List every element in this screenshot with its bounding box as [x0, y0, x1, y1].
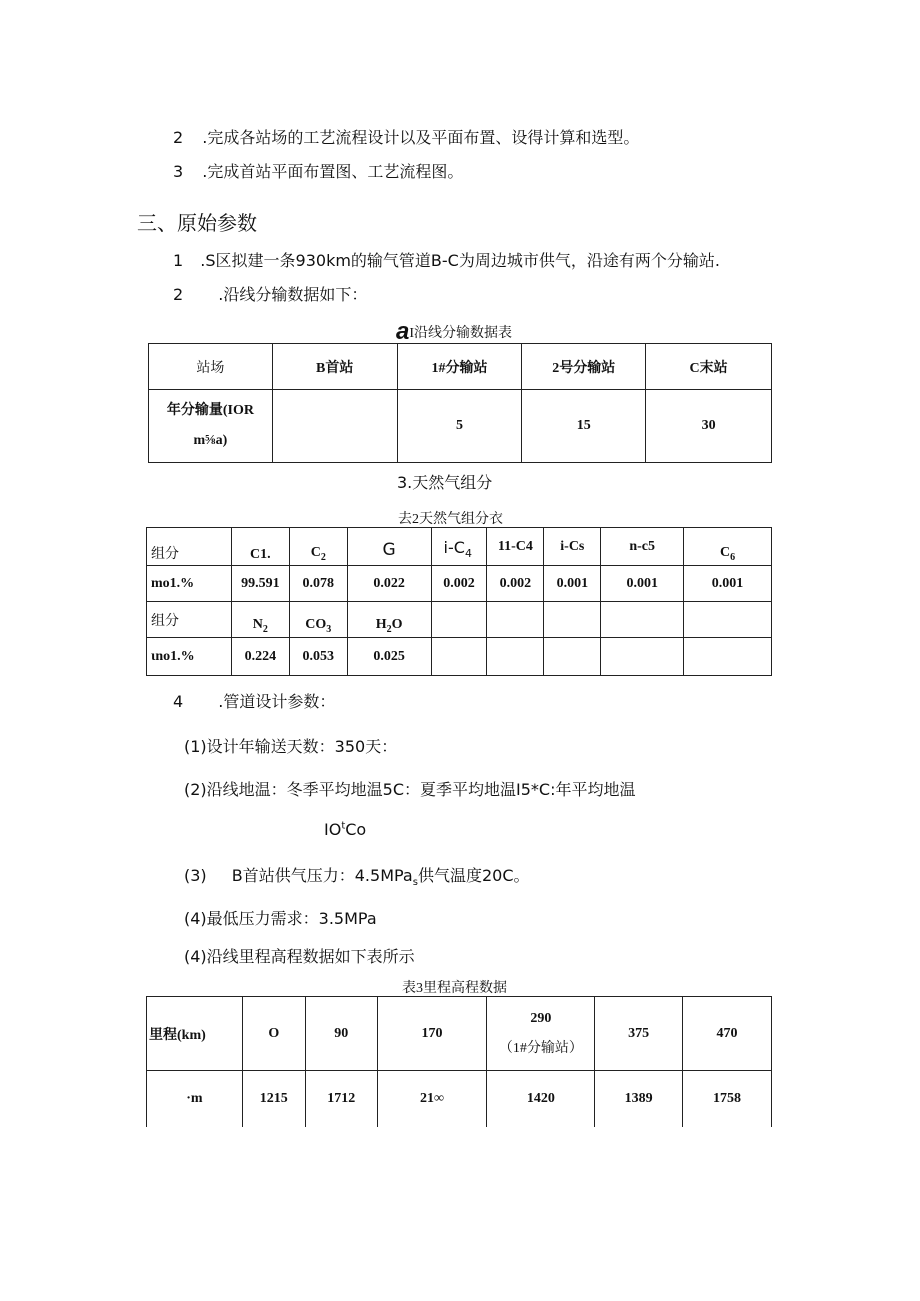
table-gas-composition [146, 527, 772, 676]
list-text: .完成各站场的工艺流程设计以及平面布置、设得计算和选型。 [202, 128, 640, 147]
item-tail: 供气温度20C。 [417, 866, 530, 885]
table-cell: 0.224 [231, 638, 289, 676]
empty-cell [601, 638, 684, 676]
empty-cell [544, 602, 601, 638]
table-row [147, 1071, 772, 1127]
table-cell: 90 [305, 997, 377, 1071]
value-sup: t [341, 820, 346, 832]
pipe-item-2: (2)沿线地温：冬季平均地温5C：夏季平均地温I5*C:年平均地温 [184, 780, 636, 799]
empty-cell [601, 602, 684, 638]
table-cell [684, 528, 772, 566]
caption-mark: a [396, 318, 410, 345]
formula-base: N [252, 617, 263, 633]
empty-cell [684, 638, 772, 676]
table-cell: 375 [595, 997, 683, 1071]
table-cell: 21∞ [377, 1071, 487, 1127]
paragraph-1 [173, 248, 720, 271]
table-cell: 0.002 [431, 566, 487, 602]
pipe-item-1: (1)设计年输送天数：350天： [184, 737, 398, 756]
table-cell: 0.002 [487, 566, 544, 602]
paragraph-number: 2 [173, 285, 184, 304]
pipe-item-3 [184, 863, 530, 888]
table-cell: i-Cs [544, 528, 601, 566]
header-cell: C末站 [646, 344, 772, 390]
value-tail: Co [345, 820, 367, 839]
header-cell: 1#分输站 [397, 344, 522, 390]
table-cell: 1389 [595, 1071, 683, 1127]
table-row [147, 602, 772, 638]
list-number: 3 [173, 162, 184, 181]
gas-heading: 3.天然气组分 [397, 473, 493, 492]
table-cell [289, 602, 347, 638]
table-cell: 11-C4 [487, 528, 544, 566]
formula-sub: 2 [320, 552, 326, 563]
row-label: 里程(km) [147, 997, 243, 1071]
formula-sub: 3 [326, 624, 332, 635]
empty-cell [431, 638, 487, 676]
cell-value: 290 [530, 1010, 552, 1026]
section-heading: 三、原始参数 [137, 213, 257, 235]
empty-cell [487, 638, 544, 676]
row-label: ιno1.% [147, 638, 232, 676]
table-cell: 99.591 [231, 566, 289, 602]
row-label-line1: 年分输量(IOR [166, 403, 254, 418]
pipe-item-4: (4)最低压力需求：3.5MPa [184, 909, 377, 928]
table-cell: O [242, 997, 305, 1071]
row-label: 组分 [147, 528, 232, 566]
empty-cell [684, 602, 772, 638]
table-cell: 1758 [683, 1071, 772, 1127]
table-row [147, 528, 772, 566]
formula-base: H [375, 617, 387, 633]
formula-base: C [719, 545, 731, 561]
paragraph-text: .管道设计参数： [218, 692, 336, 711]
table-row [147, 566, 772, 602]
table-cell: 470 [683, 997, 772, 1071]
table-row [147, 638, 772, 676]
row-label: 组分 [147, 602, 232, 638]
table-cell: 0.001 [684, 566, 772, 602]
table-cell: 0.053 [289, 638, 347, 676]
list-item-3 [173, 159, 463, 182]
table-cell: 30 [646, 390, 772, 463]
table-cell: 1420 [487, 1071, 595, 1127]
value-text: IO [324, 820, 342, 839]
table-cell: 1215 [242, 1071, 305, 1127]
formula-base: i-C [443, 538, 465, 557]
empty-cell [487, 602, 544, 638]
paragraph-text: .沿线分输数据如下： [218, 285, 368, 304]
table-cell: 15 [522, 390, 646, 463]
formula-base: C [310, 545, 321, 561]
formula-sub: 4 [464, 547, 472, 561]
table1-caption [396, 318, 512, 346]
formula-tail: O [391, 617, 403, 633]
header-cell: 站场 [149, 344, 273, 390]
row-label: ·m [147, 1071, 243, 1127]
table2-caption: 去2天然气组分衣 [398, 512, 503, 527]
formula-sub: 2 [262, 624, 268, 635]
formula-sub: 2 [386, 624, 392, 635]
table-cell [231, 602, 289, 638]
paragraph-number: 1 [173, 251, 184, 270]
table-cell: 0.001 [544, 566, 601, 602]
table-cell: 0.001 [601, 566, 684, 602]
item-text: B首站供气压力：4.5MPa [231, 866, 413, 885]
paragraph-text: .S区拟建一条930km的输气管道B-C为周边城市供气，沿途有两个分输站. [200, 251, 720, 270]
table-mileage-elevation [146, 996, 772, 1127]
empty-cell [431, 602, 487, 638]
table-row [149, 344, 772, 390]
paragraph-4 [173, 689, 335, 712]
row-label [149, 390, 273, 463]
table3-caption: 表3里程高程数据 [402, 981, 507, 996]
paragraph-2 [173, 282, 367, 305]
item-sub: s [412, 877, 418, 889]
list-text: .完成首站平面布置图、工艺流程图。 [202, 162, 464, 181]
list-item-2 [173, 125, 639, 148]
table-cell: 0.022 [347, 566, 431, 602]
table-cell [487, 997, 595, 1071]
formula-base: CO [305, 617, 327, 633]
table-row [147, 997, 772, 1071]
paragraph-number: 4 [173, 692, 184, 711]
header-cell: 2号分输站 [522, 344, 646, 390]
table-cell: C1. [231, 528, 289, 566]
table-cell [289, 528, 347, 566]
table-distribution [148, 343, 772, 463]
header-cell: B首站 [272, 344, 397, 390]
cell-note: （1#分输站） [498, 1040, 583, 1056]
empty-cell [544, 638, 601, 676]
table-cell [347, 602, 431, 638]
formula-sub: 6 [730, 552, 736, 563]
table-cell: 1712 [305, 1071, 377, 1127]
caption-text: I沿线分输数据表 [409, 326, 513, 341]
table-cell [272, 390, 397, 463]
table-cell: 0.078 [289, 566, 347, 602]
pipe-item-2-continued [324, 820, 366, 839]
table-cell: 0.025 [347, 638, 431, 676]
table-cell: G [347, 528, 431, 566]
row-label-line2: m⅝a) [193, 433, 228, 448]
pipe-item-5: (4)沿线里程高程数据如下表所示 [184, 947, 415, 966]
table-cell: 5 [397, 390, 522, 463]
table-cell [431, 528, 487, 566]
item-number: (3) [184, 866, 207, 885]
list-number: 2 [173, 128, 184, 147]
table-row [149, 390, 772, 463]
table-cell: 170 [377, 997, 487, 1071]
table-cell: n-c5 [601, 528, 684, 566]
row-label: mo1.% [147, 566, 232, 602]
